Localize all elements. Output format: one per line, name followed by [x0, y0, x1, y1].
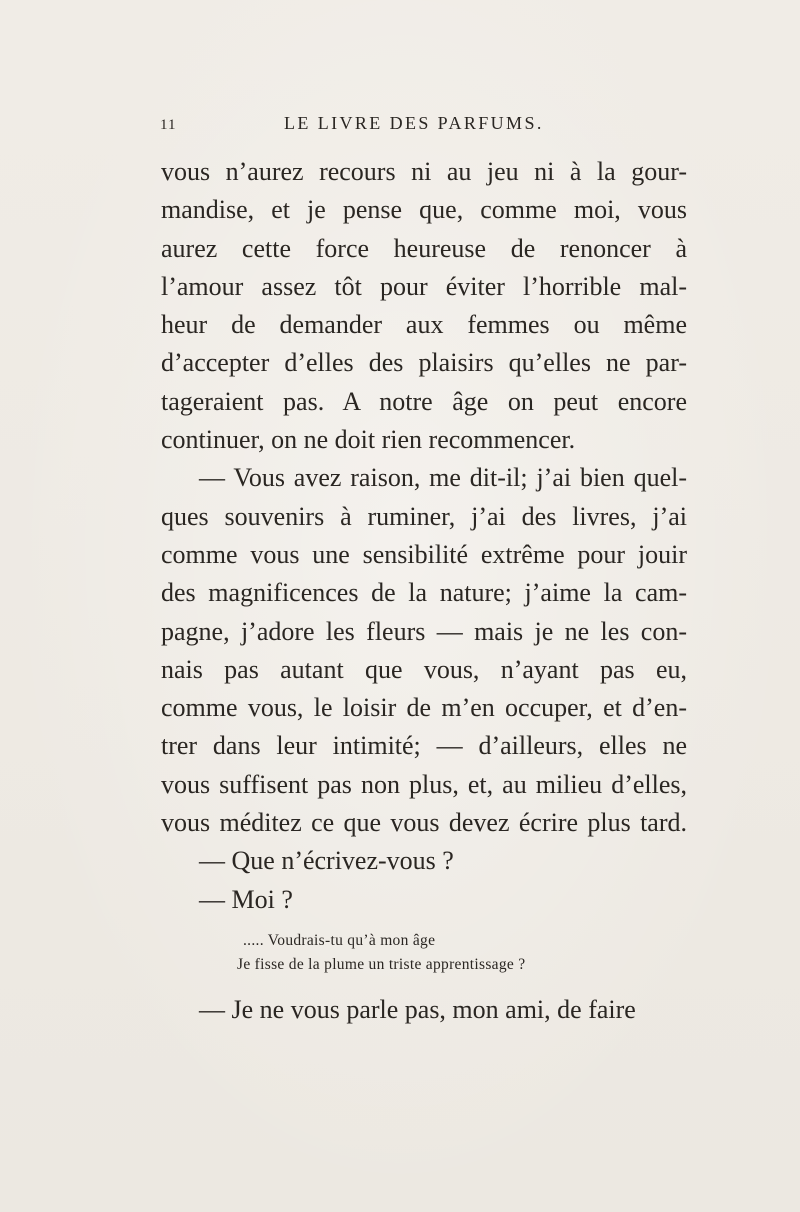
body-text — [161, 153, 687, 1029]
text-line: heur de demander aux femmes ou même — [161, 310, 687, 340]
verse-quotation — [161, 929, 687, 977]
running-title: LE LIVRE DES PARFUMS. — [284, 113, 544, 133]
verse-line: Je fisse de la plume un triste apprentissage ? — [237, 955, 526, 973]
text-line: nais pas autant que vous, n’ayant pas eu, — [161, 654, 687, 684]
text-line: pagne, j’adore les fleurs — mais je ne les con- — [161, 616, 687, 646]
text-line: vous méditez ce que vous devez écrire plus tard. — [161, 808, 687, 838]
text-line: — Vous avez raison, me dit-il; j’ai bien quel- — [199, 463, 687, 493]
text-line: — Je ne vous parle pas, mon ami, de faire — [199, 994, 636, 1024]
text-line: aurez cette force heureuse de renoncer à — [161, 233, 687, 263]
text-line: comme vous une sensibilité extrême pour jouir — [161, 539, 687, 569]
page-number: 11 — [160, 117, 177, 133]
text-line: — Moi ? — [199, 884, 293, 914]
running-head — [160, 113, 680, 139]
text-line: continuer, on ne doit rien recommencer. — [161, 425, 576, 455]
text-line: — Que n’écrivez-vous ? — [199, 846, 454, 876]
text-line: d’accepter d’elles des plaisirs qu’elles ne par- — [161, 348, 687, 378]
text-line: tageraient pas. A notre âge on peut encore — [161, 386, 687, 416]
text-line: l’amour assez tôt pour éviter l’horrible mal- — [161, 271, 687, 301]
text-line: vous suffisent pas non plus, et, au milieu d’elles, — [161, 769, 687, 799]
text-line: mandise, et je pense que, comme moi, vous — [161, 195, 687, 225]
text-line: ques souvenirs à ruminer, j’ai des livres, j’ai — [161, 501, 687, 531]
verse-line: ..... Voudrais-tu qu’à mon âge — [243, 931, 436, 949]
text-line: comme vous, le loisir de m’en occuper, et d’en- — [161, 693, 687, 723]
text-line: trer dans leur intimité; — d’ailleurs, elles ne — [161, 731, 687, 761]
text-line: vous n’aurez recours ni au jeu ni à la gour- — [161, 157, 687, 186]
text-line: des magnificences de la nature; j’aime la cam- — [161, 578, 687, 608]
